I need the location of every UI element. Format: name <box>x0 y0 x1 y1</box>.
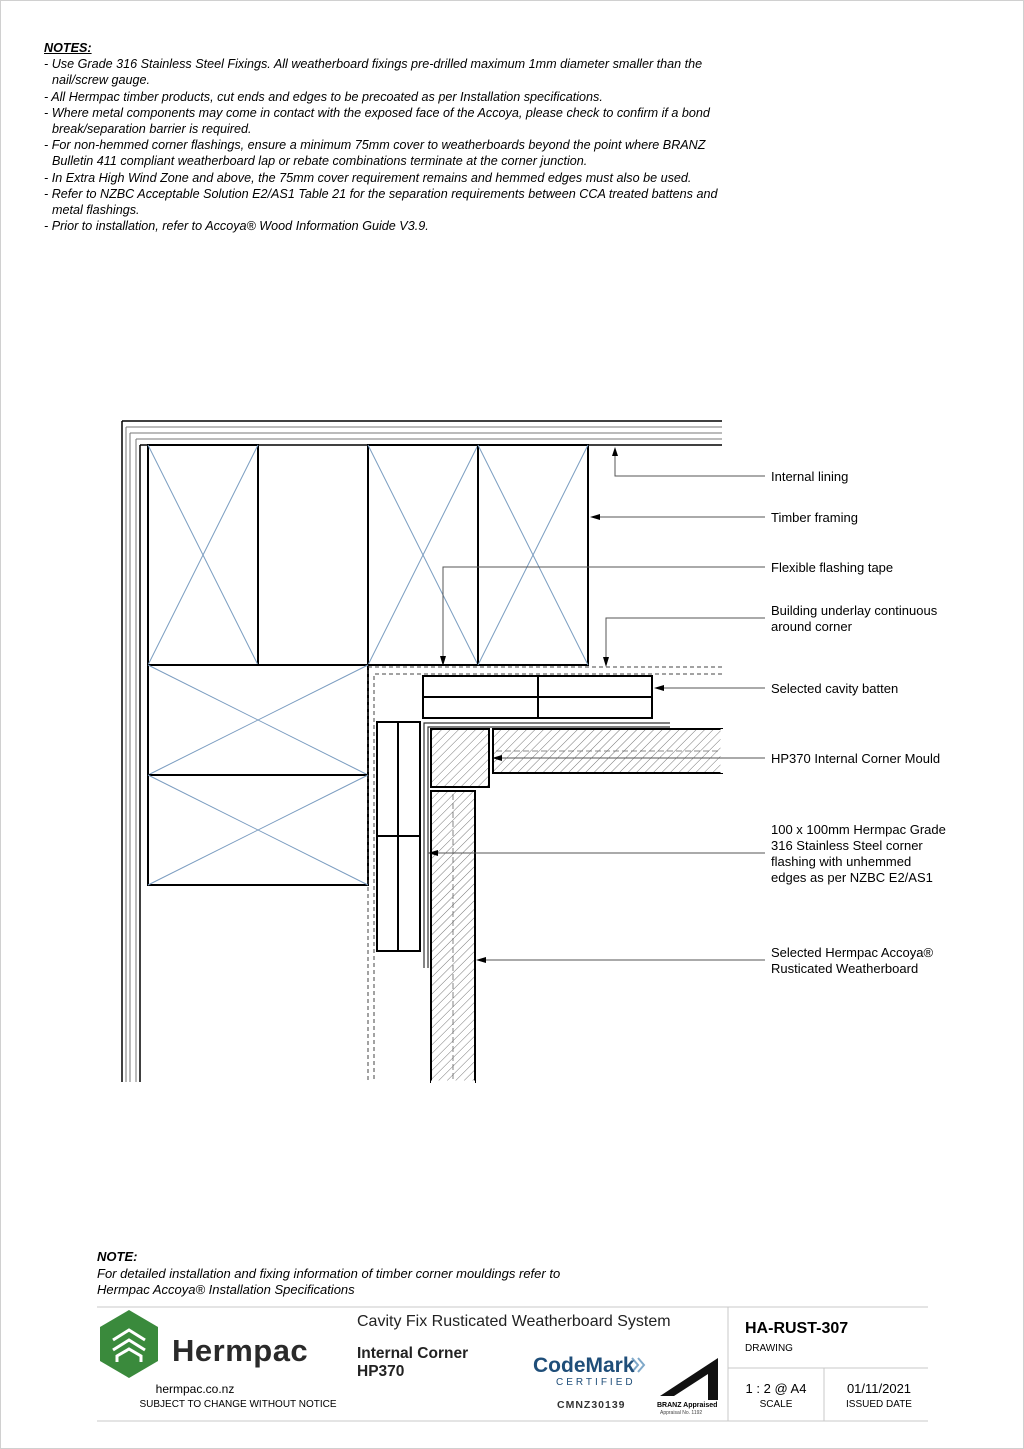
cavity-batten <box>377 676 652 951</box>
drawing-label: DRAWING <box>745 1343 793 1354</box>
brand-website: hermpac.co.nz <box>155 1382 235 1396</box>
note-item: - Refer to NZBC Acceptable Solution E2/AS1 Table 21 for the separation requirements between CCA treated battens and metal flashings. <box>44 186 718 218</box>
note-item: - Where metal components may come in contact with the exposed face of the Accoya, please check to confirm if a bond break/separation barrier is required. <box>44 105 710 137</box>
bottom-note-heading: NOTE: <box>97 1249 138 1264</box>
note-item: - In Extra High Wind Zone and above, the 75mm cover requirement remains and hemmed edges must also be used. <box>44 170 692 185</box>
note-item: - For non-hemmed corner flashings, ensure a minimum 75mm cover to weatherboards beyond the point where BRANZ Bulletin 411 compliant weatherboard lap or rebate combinations terminate at the corner junction. <box>44 138 706 169</box>
hermpac-logo-icon <box>100 1310 158 1378</box>
detail-title: Internal Corner HP370 <box>357 1345 469 1380</box>
callout-flashing-tape: Flexible flashing tape <box>771 560 894 575</box>
note-item: - Prior to installation, refer to Accoya® Wood Information Guide V3.9. <box>44 219 429 234</box>
scale-label: SCALE <box>759 1399 793 1410</box>
bottom-note-text: For detailed installation and fixing information of timber corner mouldings refer to Hermpac Accoya® Installation Specifications <box>97 1265 561 1297</box>
callout-corner-mould: HP370 Internal Corner Mould <box>771 751 941 766</box>
branz-logo-icon <box>660 1358 718 1400</box>
bottom-note <box>97 1249 560 1299</box>
codemark-number: CMNZ30139 <box>557 1399 626 1411</box>
issued-date: 01/11/2021 <box>846 1381 912 1396</box>
callout-internal-lining: Internal lining <box>771 469 849 484</box>
system-title: Cavity Fix Rusticated Weatherboard System <box>357 1313 671 1330</box>
codemark-certified: CERTIFIED <box>556 1377 636 1388</box>
branz-text: BRANZ Appraised <box>657 1402 718 1409</box>
callout-weatherboard: Selected Hermpac Accoya® Rusticated Weatherboard <box>771 945 934 976</box>
note-item: - Use Grade 316 Stainless Steel Fixings. All weatherboard fixings pre-drilled maximum 1mm diameter smaller than the nail/screw gauge. <box>44 57 703 88</box>
scale-value: 1 : 2 @ A4 <box>745 1381 807 1396</box>
callout-cavity-batten: Selected cavity batten <box>771 681 899 696</box>
note-item: - All Hermpac timber products, cut ends and edges to be precoated as per Installation specifications. <box>44 89 603 104</box>
callout-corner-flashing: 100 x 100mm Hermpac Grade 316 Stainless Steel corner flashing with unhemmed edges as per NZBC E2/AS1 <box>771 822 946 885</box>
callout-building-underlay: Building underlay continuous around corner <box>771 603 938 634</box>
callout-timber-framing: Timber framing <box>771 510 858 525</box>
drawing-number: HA-RUST-307 <box>745 1320 849 1337</box>
issued-date-label: ISSUED DATE <box>846 1399 912 1410</box>
codemark-text: CodeMark <box>533 1354 635 1377</box>
brand-name: Hermpac <box>172 1333 309 1368</box>
brand-disclaimer: SUBJECT TO CHANGE WITHOUT NOTICE <box>139 1399 337 1410</box>
notes-heading: NOTES: <box>44 41 92 55</box>
branz-number: Appraisal No. 1192 <box>660 1410 703 1416</box>
corner-mould <box>431 729 489 787</box>
